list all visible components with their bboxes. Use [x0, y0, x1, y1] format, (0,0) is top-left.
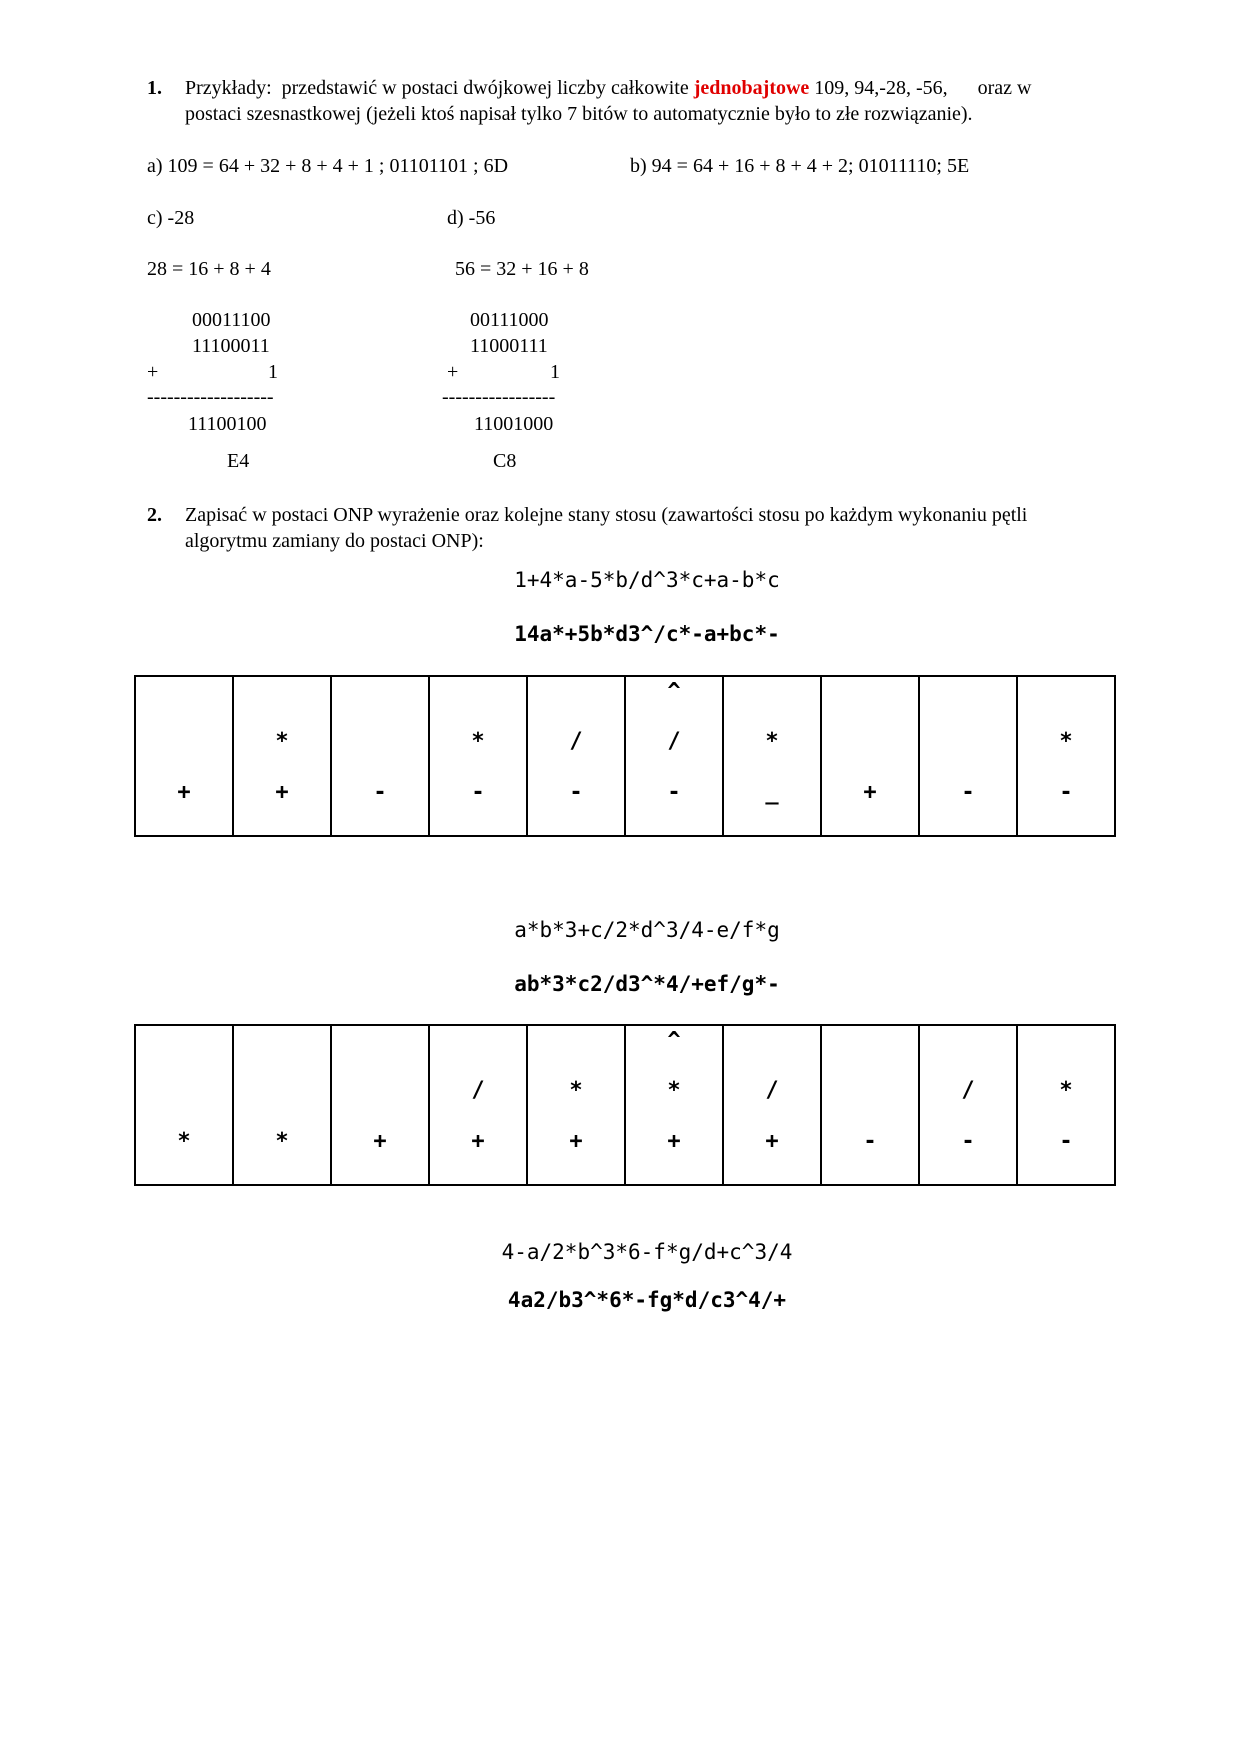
stack-1-cell	[821, 676, 919, 836]
stack-1-symbol: -	[373, 780, 387, 805]
stack-1-cell	[723, 676, 821, 836]
stack-1-symbol: /	[667, 729, 681, 754]
answer-d-plus: +	[447, 361, 459, 383]
stack-2-symbol: *	[275, 1129, 289, 1154]
stack-2-symbol: +	[569, 1129, 583, 1154]
stack-1-symbol: *	[765, 729, 779, 754]
stack-2-cell	[723, 1025, 821, 1185]
stack-2-symbol: -	[1059, 1129, 1073, 1154]
example-3-onp: 4a2/b3^*6*-fg*d/c3^4/+	[507, 1288, 787, 1312]
stack-2-cell	[331, 1025, 429, 1185]
stack-2-symbol: -	[863, 1129, 877, 1154]
stack-2-symbol: /	[961, 1078, 975, 1103]
answer-d-dashes: -----------------	[442, 386, 556, 408]
answer-c-dashes: -------------------	[147, 386, 274, 408]
answer-d-result: 11001000	[474, 413, 554, 435]
answer-d-inverted: 11000111	[470, 335, 548, 357]
stack-1-symbol: -	[667, 780, 681, 805]
stack-2-cell	[625, 1025, 723, 1185]
stack-1-symbol: -	[961, 780, 975, 805]
stack-1-symbol: +	[275, 780, 289, 805]
stack-1-symbol: -	[471, 780, 485, 805]
question-1-line-2: postaci szesnastkowej (jeżeli ktoś napisał tylko 7 bitów to automatycznie było to złe rozwiązanie).	[185, 103, 973, 125]
question-2-number: 2.	[147, 504, 162, 526]
stack-1-cell	[331, 676, 429, 836]
stack-1-cell	[625, 676, 723, 836]
stack-2-cell	[135, 1025, 233, 1185]
stack-2-cell	[919, 1025, 1017, 1185]
example-3-expression: 4-a/2*b^3*6-f*g/d+c^3/4	[501, 1240, 793, 1264]
stack-2-symbol: /	[765, 1078, 779, 1103]
stack-1-symbol: *	[471, 729, 485, 754]
question-1-number: 1.	[147, 77, 162, 99]
answer-b: b) 94 = 64 + 16 + 8 + 4 + 2; 01011110; 5E	[630, 155, 970, 177]
question-2-line-1: Zapisać w postaci ONP wyrażenie oraz kolejne stany stosu (zawartości stosu po każdym wykonaniu pętli	[185, 504, 1028, 526]
question-1-line-1	[185, 77, 1031, 100]
stack-1-symbol: +	[177, 780, 191, 805]
stack-table-1	[134, 675, 1116, 837]
stack-2-cell	[527, 1025, 625, 1185]
stack-2-cell	[429, 1025, 527, 1185]
stack-2-symbol: +	[471, 1129, 485, 1154]
stack-1-cell	[919, 676, 1017, 836]
stack-2-cell	[1017, 1025, 1115, 1185]
answer-d-one: 1	[550, 361, 560, 383]
example-1-onp: 14a*+5b*d3^/c*-a+bc*-	[514, 622, 780, 646]
example-2-onp: ab*3*c2/d3^*4/+ef/g*-	[514, 972, 780, 996]
stack-1-cell	[429, 676, 527, 836]
answer-c-binary: 00011100	[192, 309, 271, 331]
stack-2-cell	[233, 1025, 331, 1185]
stack-1-symbol: _	[765, 780, 779, 805]
stack-1-cell	[233, 676, 331, 836]
stack-2-symbol: +	[667, 1129, 681, 1154]
stack-2-symbol: *	[1059, 1078, 1073, 1103]
answer-c-label: c) -28	[147, 207, 195, 229]
answer-c-inverted: 11100011	[192, 335, 270, 357]
answer-c-one: 1	[268, 361, 278, 383]
answer-c-result: 11100100	[188, 413, 267, 435]
stack-2-symbol: *	[569, 1078, 583, 1103]
answer-d-hex: C8	[493, 450, 517, 472]
stack-1-symbol: +	[863, 780, 877, 805]
stack-1-cell	[1017, 676, 1115, 836]
stack-2-symbol: *	[667, 1078, 681, 1103]
question-1-text-post: 109, 94,-28, -56, oraz w	[809, 77, 1032, 99]
example-1-expression: 1+4*a-5*b/d^3*c+a-b*c	[514, 568, 780, 592]
stack-1-symbol: /	[569, 729, 583, 754]
highlight-jednobajtowe: jednobajtowe	[693, 77, 810, 99]
stack-2-symbol: +	[373, 1129, 387, 1154]
answer-d-binary: 00111000	[470, 309, 549, 331]
answer-c-sum: 28 = 16 + 8 + 4	[147, 258, 271, 280]
answer-a: a) 109 = 64 + 32 + 8 + 4 + 1 ; 01101101 ; 6D	[147, 155, 509, 177]
stack-1-cell	[527, 676, 625, 836]
answer-d-sum: 56 = 32 + 16 + 8	[455, 258, 589, 280]
stack-1-symbol: ^	[667, 679, 681, 704]
stack-2-symbol: *	[177, 1129, 191, 1154]
answer-d-label: d) -56	[447, 207, 496, 229]
stack-1-symbol: *	[275, 729, 289, 754]
stack-1-symbol: -	[1059, 780, 1073, 805]
answer-c-plus: +	[147, 361, 159, 383]
answer-c-hex: E4	[227, 450, 250, 472]
stack-2-symbol: -	[961, 1129, 975, 1154]
question-1-text-pre: Przykłady: przedstawić w postaci dwójkowej liczby całkowite	[185, 77, 694, 99]
stack-1-cell	[135, 676, 233, 836]
stack-2-symbol: ^	[667, 1028, 681, 1053]
stack-2-cell	[821, 1025, 919, 1185]
question-2-line-2: algorytmu zamiany do postaci ONP):	[185, 530, 484, 552]
stack-2-symbol: /	[471, 1078, 485, 1103]
stack-1-symbol: -	[569, 780, 583, 805]
stack-1-symbol: *	[1059, 729, 1073, 754]
stack-table-2	[134, 1024, 1116, 1186]
stack-2-symbol: +	[765, 1129, 779, 1154]
example-2-expression: a*b*3+c/2*d^3/4-e/f*g	[514, 918, 780, 942]
